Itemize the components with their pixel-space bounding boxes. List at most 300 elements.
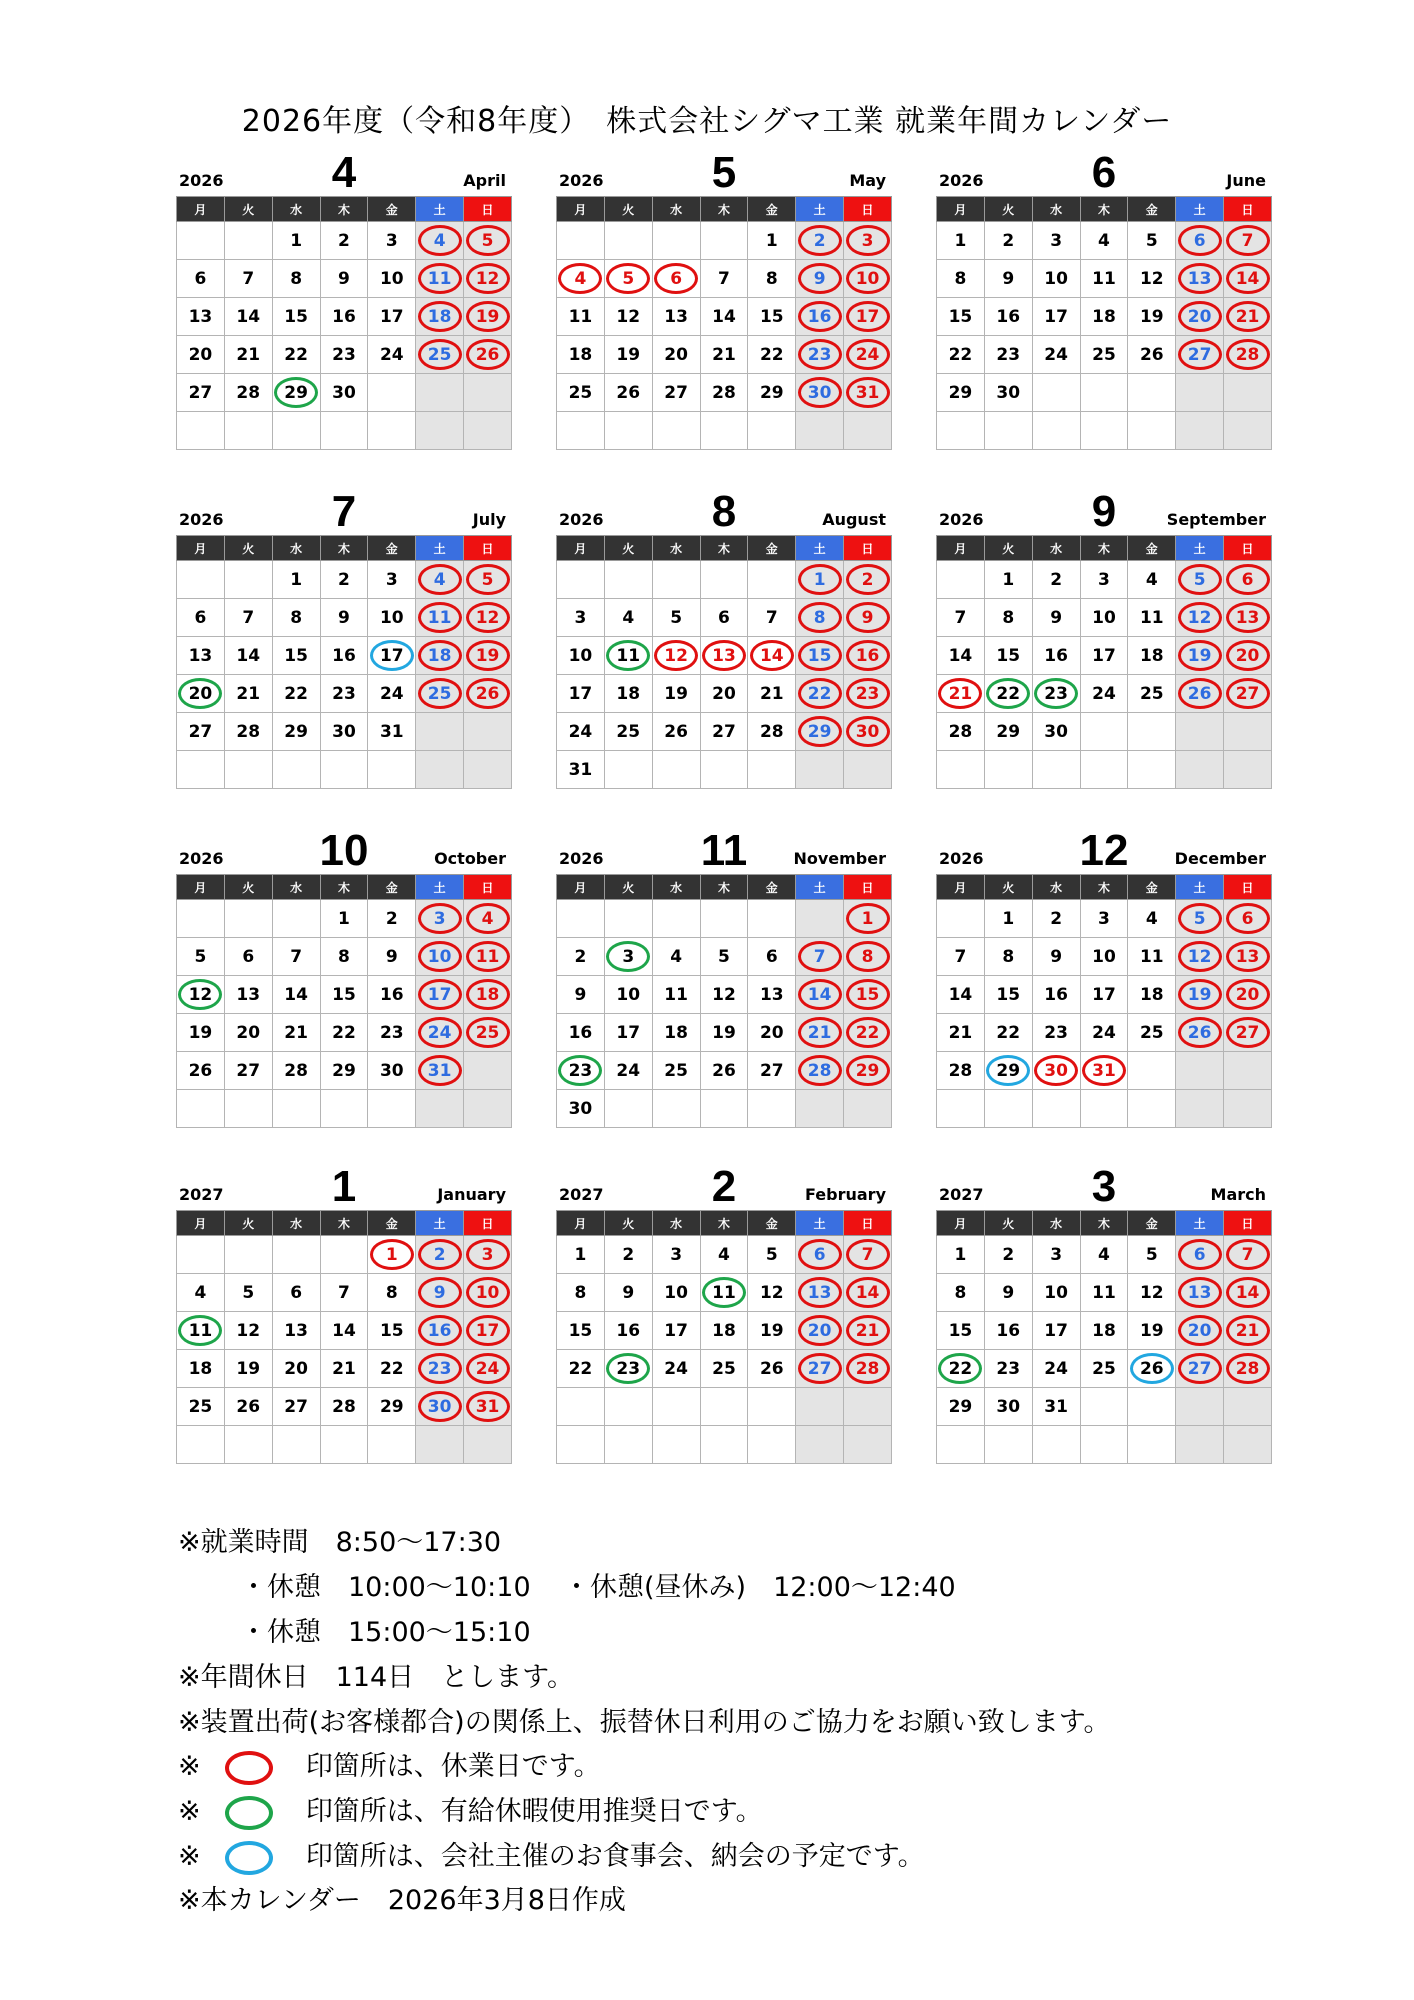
day-cell — [984, 336, 1032, 374]
day-number: 22 — [568, 1359, 593, 1379]
weekday-header: 土 — [416, 536, 464, 561]
day-cell — [652, 336, 700, 374]
day-cell — [1032, 260, 1080, 298]
day-cell — [416, 1350, 464, 1388]
day-number: 6 — [290, 1283, 303, 1303]
day-cell — [177, 751, 225, 789]
day-cell — [844, 938, 892, 976]
day-number: 30 — [379, 1061, 404, 1081]
day-cell — [796, 412, 844, 450]
month-year: 2026 — [179, 510, 224, 529]
day-cell — [224, 1274, 272, 1312]
weekday-header: 金 — [748, 1211, 796, 1236]
day-number: 22 — [996, 1023, 1021, 1043]
day-cell — [652, 976, 700, 1014]
day-number-red-circled: 5 — [606, 263, 650, 294]
day-number: 29 — [332, 1061, 356, 1081]
day-number-red-circled: 11 — [466, 941, 510, 972]
day-number: 27 — [759, 1061, 784, 1081]
day-number-green-circled: 23 — [1034, 678, 1078, 709]
day-cell — [464, 938, 512, 976]
day-cell — [700, 1312, 748, 1350]
day-cell — [844, 637, 892, 675]
day-cell — [984, 1090, 1032, 1128]
day-number: 20 — [236, 1023, 261, 1043]
month-english-name: August — [822, 510, 886, 529]
day-cell — [844, 1388, 892, 1426]
day-cell — [416, 374, 464, 412]
day-number: 6 — [765, 947, 778, 967]
day-cell — [1224, 260, 1272, 298]
day-cell — [557, 222, 605, 260]
day-number: 30 — [996, 1397, 1021, 1417]
weekday-header: 木 — [700, 875, 748, 900]
day-number: 14 — [236, 646, 261, 666]
day-number-red-circled: 19 — [1178, 979, 1222, 1010]
month-english-name: December — [1174, 849, 1266, 868]
weekday-header: 日 — [1224, 536, 1272, 561]
month-calendar — [556, 826, 892, 1128]
day-number-red-circled: 13 — [1226, 602, 1270, 633]
day-number-red-circled: 26 — [466, 678, 510, 709]
note-shipping: ※装置出荷(お客様都合)の関係上、振替休日利用のご協力をお願い致します。 — [178, 1707, 1111, 1738]
day-cell — [700, 561, 748, 599]
day-cell — [1176, 976, 1224, 1014]
day-cell — [937, 599, 985, 637]
day-cell — [1224, 1426, 1272, 1464]
month-english-name: May — [849, 171, 886, 190]
day-number-red-circled: 14 — [750, 640, 794, 671]
day-number: 1 — [1002, 570, 1015, 590]
day-number: 15 — [759, 307, 784, 327]
day-cell — [700, 1236, 748, 1274]
day-cell — [1176, 751, 1224, 789]
day-cell — [557, 751, 605, 789]
day-number-red-circled: 21 — [798, 1017, 842, 1048]
day-number: 23 — [996, 1359, 1021, 1379]
day-cell — [796, 1312, 844, 1350]
day-number: 23 — [379, 1023, 404, 1043]
green-circle-icon — [225, 1796, 273, 1830]
day-number-red-circled: 27 — [798, 1353, 842, 1384]
day-cell — [796, 298, 844, 336]
day-cell — [1032, 374, 1080, 412]
day-cell — [557, 637, 605, 675]
day-cell — [700, 1090, 748, 1128]
day-cell — [1128, 637, 1176, 675]
day-cell — [177, 1388, 225, 1426]
day-cell — [652, 1014, 700, 1052]
day-cell — [224, 1014, 272, 1052]
day-cell — [1128, 751, 1176, 789]
day-cell — [1032, 751, 1080, 789]
month-year: 2026 — [559, 849, 604, 868]
month-header — [176, 487, 512, 536]
month-year: 2026 — [179, 849, 224, 868]
day-cell — [1176, 298, 1224, 336]
day-cell — [604, 374, 652, 412]
day-cell — [1128, 260, 1176, 298]
day-cell — [464, 713, 512, 751]
day-cell — [1224, 336, 1272, 374]
day-number: 5 — [718, 947, 730, 967]
day-cell — [1224, 713, 1272, 751]
day-number: 22 — [332, 1023, 356, 1043]
month-table — [556, 1210, 892, 1464]
month-english-name: April — [463, 171, 506, 190]
month-english-name: November — [793, 849, 886, 868]
day-number: 7 — [765, 608, 778, 628]
day-number-red-circled: 20 — [1178, 301, 1222, 332]
day-number: 11 — [1139, 608, 1164, 628]
day-cell — [984, 1388, 1032, 1426]
weekday-header: 日 — [844, 875, 892, 900]
month-number: 2 — [711, 1162, 737, 1211]
day-cell — [1080, 1014, 1128, 1052]
day-cell — [748, 900, 796, 938]
day-cell — [464, 1312, 512, 1350]
day-cell — [748, 751, 796, 789]
day-number: 8 — [385, 1283, 398, 1303]
day-number: 9 — [574, 985, 587, 1005]
day-cell — [177, 298, 225, 336]
day-cell — [1176, 222, 1224, 260]
weekday-header: 金 — [748, 875, 796, 900]
day-number-red-circled: 9 — [418, 1277, 462, 1308]
weekday-header: 月 — [177, 1211, 225, 1236]
day-number: 12 — [616, 307, 641, 327]
day-number-red-circled: 17 — [466, 1315, 510, 1346]
month-header — [556, 487, 892, 536]
day-cell — [320, 938, 368, 976]
day-number: 1 — [290, 231, 303, 251]
day-cell — [1224, 751, 1272, 789]
weekday-header: 木 — [1080, 197, 1128, 222]
month-header — [936, 487, 1272, 536]
day-cell — [844, 976, 892, 1014]
day-cell — [984, 675, 1032, 713]
day-number: 6 — [194, 608, 207, 628]
legend-mark: ※ — [178, 1796, 201, 1827]
day-cell — [368, 412, 416, 450]
day-number: 13 — [188, 307, 213, 327]
day-cell — [177, 336, 225, 374]
day-number-red-circled: 18 — [466, 979, 510, 1010]
day-cell — [272, 412, 320, 450]
day-cell — [796, 900, 844, 938]
weekday-header: 月 — [937, 875, 985, 900]
day-number: 26 — [236, 1397, 261, 1417]
day-cell — [937, 976, 985, 1014]
day-number-green-circled: 3 — [606, 941, 650, 972]
day-cell — [557, 1052, 605, 1090]
day-cell — [700, 1014, 748, 1052]
day-number: 13 — [664, 307, 688, 327]
day-number: 5 — [1145, 1245, 1158, 1265]
day-cell — [177, 1236, 225, 1274]
day-cell — [652, 1052, 700, 1090]
day-number-red-circled: 21 — [1226, 301, 1270, 332]
day-cell — [1128, 336, 1176, 374]
day-cell — [1176, 1236, 1224, 1274]
month-number: 5 — [711, 148, 737, 197]
day-number-red-circled: 5 — [466, 564, 510, 595]
month-header — [176, 1162, 512, 1211]
day-number: 27 — [664, 383, 688, 403]
day-cell — [368, 1052, 416, 1090]
weekday-header: 金 — [368, 197, 416, 222]
day-number: 2 — [1002, 231, 1015, 251]
day-number: 18 — [1139, 646, 1164, 666]
weekday-header: 月 — [937, 1211, 985, 1236]
day-cell — [224, 1090, 272, 1128]
day-cell — [320, 713, 368, 751]
day-cell — [984, 298, 1032, 336]
day-number: 25 — [664, 1061, 688, 1081]
day-cell — [177, 561, 225, 599]
day-cell — [1080, 1350, 1128, 1388]
day-number: 24 — [379, 345, 404, 365]
day-cell — [604, 675, 652, 713]
day-number: 24 — [379, 684, 404, 704]
weekday-header: 月 — [937, 197, 985, 222]
day-number-red-circled: 30 — [1034, 1055, 1078, 1086]
day-cell — [320, 374, 368, 412]
day-cell — [1032, 1052, 1080, 1090]
month-number: 3 — [1091, 1162, 1117, 1211]
day-cell — [464, 1388, 512, 1426]
day-cell — [416, 260, 464, 298]
day-number: 16 — [996, 1321, 1021, 1341]
day-number-red-circled: 10 — [418, 941, 462, 972]
day-cell — [272, 675, 320, 713]
day-cell — [224, 1350, 272, 1388]
day-cell — [652, 1350, 700, 1388]
day-cell — [272, 751, 320, 789]
day-cell — [272, 298, 320, 336]
day-cell — [1032, 412, 1080, 450]
weekday-header: 火 — [604, 536, 652, 561]
day-number-green-circled: 11 — [178, 1315, 222, 1346]
day-cell — [1224, 1388, 1272, 1426]
day-cell — [557, 675, 605, 713]
day-cell — [1032, 976, 1080, 1014]
red-circle-icon — [225, 1751, 273, 1785]
day-number-red-circled: 16 — [798, 301, 842, 332]
day-cell — [748, 1014, 796, 1052]
day-number: 30 — [332, 383, 356, 403]
day-cell — [1176, 938, 1224, 976]
day-cell — [416, 1236, 464, 1274]
note-break-morning: ・休憩 10:00～10:10 — [240, 1572, 531, 1603]
day-cell — [1176, 1274, 1224, 1312]
day-cell — [320, 675, 368, 713]
day-cell — [937, 260, 985, 298]
day-cell — [1224, 1350, 1272, 1388]
month-calendar — [936, 1162, 1272, 1464]
day-number: 17 — [379, 307, 404, 327]
day-number: 13 — [284, 1321, 308, 1341]
day-cell — [604, 1312, 652, 1350]
day-cell — [984, 1312, 1032, 1350]
day-cell — [416, 1274, 464, 1312]
day-cell — [1032, 1312, 1080, 1350]
day-cell — [604, 1236, 652, 1274]
day-cell — [700, 298, 748, 336]
day-number-red-circled: 14 — [846, 1277, 890, 1308]
day-number: 4 — [1145, 909, 1158, 929]
day-number-red-circled: 13 — [1226, 941, 1270, 972]
weekday-header: 火 — [604, 197, 652, 222]
day-cell — [604, 1426, 652, 1464]
weekday-header: 火 — [224, 197, 272, 222]
day-cell — [557, 298, 605, 336]
day-cell — [1224, 561, 1272, 599]
weekday-header: 土 — [1176, 1211, 1224, 1236]
day-number: 1 — [954, 1245, 967, 1265]
day-number-red-circled: 12 — [1178, 941, 1222, 972]
weekday-header: 日 — [464, 1211, 512, 1236]
weekday-header: 月 — [557, 1211, 605, 1236]
day-cell — [272, 713, 320, 751]
month-header — [556, 148, 892, 197]
day-number-red-circled: 28 — [1226, 339, 1270, 370]
weekday-header: 水 — [1032, 197, 1080, 222]
day-cell — [464, 976, 512, 1014]
weekday-header: 金 — [368, 536, 416, 561]
month-number: 4 — [331, 148, 357, 197]
day-cell — [416, 412, 464, 450]
day-number: 10 — [664, 1283, 688, 1303]
weekday-header: 水 — [652, 875, 700, 900]
day-cell — [320, 1312, 368, 1350]
day-number: 11 — [568, 307, 593, 327]
weekday-header: 金 — [1128, 1211, 1176, 1236]
weekday-header: 日 — [1224, 875, 1272, 900]
weekday-header: 月 — [177, 536, 225, 561]
day-number-red-circled: 19 — [466, 301, 510, 332]
day-cell — [844, 900, 892, 938]
legend-blue-text: 印箇所は、会社主催のお食事会、納会の予定です。 — [305, 1841, 925, 1872]
day-cell — [1176, 1052, 1224, 1090]
day-cell — [937, 1052, 985, 1090]
day-number-red-circled: 20 — [798, 1315, 842, 1346]
weekday-header: 土 — [796, 875, 844, 900]
day-cell — [844, 412, 892, 450]
month-year: 2026 — [939, 171, 984, 190]
day-cell — [1032, 599, 1080, 637]
day-number-green-circled: 22 — [986, 678, 1030, 709]
day-number: 13 — [236, 985, 261, 1005]
day-number: 28 — [236, 722, 261, 742]
day-cell — [557, 1274, 605, 1312]
day-cell — [320, 412, 368, 450]
day-cell — [1080, 374, 1128, 412]
day-cell — [984, 561, 1032, 599]
day-cell — [1128, 713, 1176, 751]
day-number: 12 — [712, 985, 736, 1005]
day-cell — [748, 1274, 796, 1312]
month-header — [556, 1162, 892, 1211]
day-cell — [224, 900, 272, 938]
day-cell — [604, 222, 652, 260]
day-cell — [748, 675, 796, 713]
day-number: 23 — [332, 345, 356, 365]
weekday-header: 土 — [416, 875, 464, 900]
weekday-header: 月 — [557, 875, 605, 900]
day-number: 24 — [664, 1359, 688, 1379]
day-number-red-circled: 3 — [418, 903, 462, 934]
day-number: 27 — [236, 1061, 261, 1081]
day-cell — [464, 1236, 512, 1274]
day-number: 18 — [1092, 1321, 1116, 1341]
day-cell — [368, 374, 416, 412]
day-cell — [1128, 1350, 1176, 1388]
day-number-red-circled: 23 — [798, 339, 842, 370]
day-number-red-circled: 13 — [1178, 1277, 1222, 1308]
day-cell — [1080, 260, 1128, 298]
weekday-header: 木 — [1080, 875, 1128, 900]
day-cell — [984, 412, 1032, 450]
day-cell — [272, 1274, 320, 1312]
day-cell — [700, 751, 748, 789]
day-cell — [796, 336, 844, 374]
day-cell — [557, 900, 605, 938]
day-number: 1 — [290, 570, 303, 590]
day-cell — [937, 1426, 985, 1464]
day-number: 10 — [568, 646, 593, 666]
day-cell — [1032, 675, 1080, 713]
day-number: 16 — [1044, 646, 1068, 666]
day-cell — [1176, 900, 1224, 938]
day-number-red-circled: 29 — [846, 1055, 890, 1086]
day-cell — [177, 1014, 225, 1052]
day-cell — [1176, 1350, 1224, 1388]
month-calendar — [556, 487, 892, 789]
day-number-red-circled: 30 — [418, 1391, 462, 1422]
day-cell — [272, 1014, 320, 1052]
day-cell — [1128, 222, 1176, 260]
day-number: 15 — [284, 646, 308, 666]
day-cell — [1128, 298, 1176, 336]
day-cell — [1176, 637, 1224, 675]
day-cell — [1176, 1426, 1224, 1464]
day-number: 16 — [616, 1321, 641, 1341]
day-number: 3 — [1098, 570, 1110, 590]
day-number: 14 — [236, 307, 261, 327]
day-cell — [177, 1350, 225, 1388]
day-number: 30 — [332, 722, 356, 742]
note-working-hours: ※就業時間 8:50～17:30 — [178, 1527, 502, 1558]
day-cell — [416, 1312, 464, 1350]
day-number: 7 — [338, 1283, 350, 1303]
day-cell — [368, 1350, 416, 1388]
day-number: 11 — [664, 985, 688, 1005]
day-cell — [368, 1274, 416, 1312]
day-number: 2 — [338, 570, 350, 590]
day-cell — [652, 599, 700, 637]
day-number: 20 — [188, 345, 213, 365]
day-number: 28 — [712, 383, 736, 403]
day-cell — [224, 1052, 272, 1090]
month-english-name: July — [472, 510, 506, 529]
day-cell — [604, 938, 652, 976]
day-cell — [416, 1052, 464, 1090]
weekday-header: 日 — [844, 536, 892, 561]
day-number-blue-circled: 29 — [986, 1055, 1030, 1086]
day-number: 14 — [948, 646, 973, 666]
day-number-red-circled: 11 — [418, 263, 462, 294]
